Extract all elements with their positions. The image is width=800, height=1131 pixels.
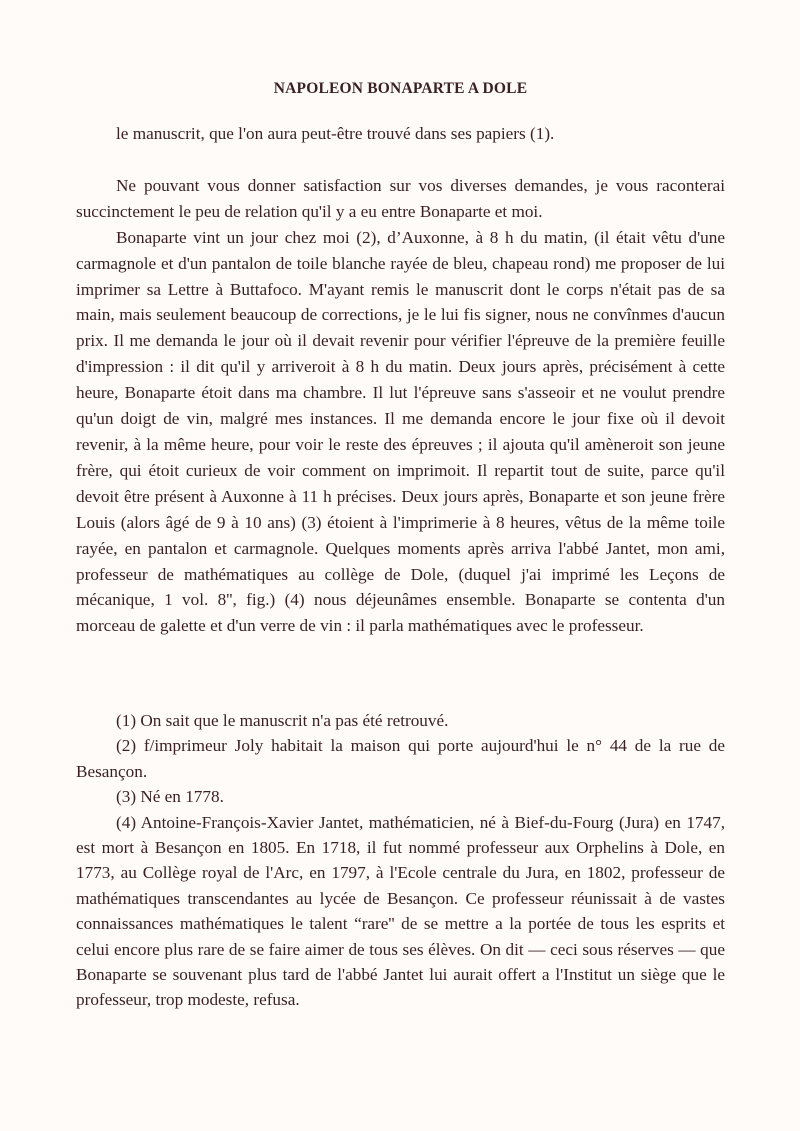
footnote-2: (2) f/imprimeur Joly habitait la maison qui porte aujourd'hui le n° 44 de la rue de Besançon. — [76, 736, 725, 781]
footnotes — [76, 708, 725, 1013]
paragraph-gap — [76, 147, 725, 173]
footnote-4: (4) Antoine-François-Xavier Jantet, mathématicien, né à Bief-du-Fourg (Jura) en 1747, est mort à Besançon en 1805. En 1718, il fut nommé professeur aux Orphelins à Dole, en 1773, au Collège royal de l'Arc, en 1797, à l'Ecole centrale du Jura, en 1802, professeur de mathématiques transcendantes au lycée de Besançon. Ce professeur réunissait à de vastes connaissances mathématiques le talent “rare'' de se mettre a la portée de tous les esprits et celui encore plus rare de se faire aimer de tous ses élèves. On dit — ceci sous réserves — que Bonaparte se souvenant plus tard de l'abbé Jantet lui aurait offert a l'Institut un siège que le professeur, trop modeste, refusa. — [76, 812, 725, 1010]
paragraph-intro: Ne pouvant vous donner satisfaction sur vos diverses demandes, je vous raconterai succinctement le peu de relation qu'il y a eu entre Bonaparte et moi. — [76, 175, 725, 221]
paragraph-narrative: Bonaparte vint un jour chez moi (2), d’Auxonne, à 8 h du matin, (il était vêtu d'une carmagnole et d'un pantalon de toile blanche rayée de bleu, chapeau rond) me proposer de lui imprimer sa Lettre à Buttafoco. M'ayant remis le manuscrit dont le corps n'était pas de sa main, mais seulement beaucoup de corrections, je le lui fis signer, nous ne convînmes d'aucun prix. Il me demanda le jour où il devait revenir pour vérifier l'épreuve de la première feuille d'impression : il dit qu'il y arriveroit à 8 h du matin. Deux jours après, précisément à cette heure, Bonaparte étoit dans ma chambre. Il lut l'épreuve sans s'asseoir et ne voulut prendre qu'un doigt de vin, malgré mes instances. Il me demanda encore le jour fixe où il devoit revenir, à la même heure, pour voir le reste des épreuves ; il ajouta qu'il amèneroit son jeune frère, qui étoit curieux de voir comment on imprimoit. Il repartit tout de suite, parce qu'il devoit être présent à Auxonne à 11 h précises. Deux jours après, Bonaparte et son jeune frère Louis (alors âgé de 9 à 10 ans) (3) étoient à l'imprimerie à 8 heures, vêtus de la même toile rayée, en pantalon et carmagnole. Quelques moments après arriva l'abbé Jantet, mon ami, professeur de mathématiques au collège de Dole, (duquel j'ai imprimé les Leçons de mécanique, 1 vol. 8'', fig.) (4) nous déjeunâmes ensemble. Bonaparte se contenta d'un morceau de galette et d'un verre de vin : il parla mathématiques avec le professeur. — [76, 227, 725, 636]
paragraph-continuation: le manuscrit, que l'on aura peut-être trouvé dans ses papiers (1). — [116, 124, 555, 143]
footnote-3: (3) Né en 1778. — [116, 787, 224, 807]
footnote-1: (1) On sait que le manuscrit n'a pas été retrouvé. — [116, 711, 449, 730]
document-page — [76, 0, 725, 1131]
page-title: NAPOLEON BONAPARTE A DOLE — [273, 80, 528, 97]
main-text — [76, 121, 725, 639]
